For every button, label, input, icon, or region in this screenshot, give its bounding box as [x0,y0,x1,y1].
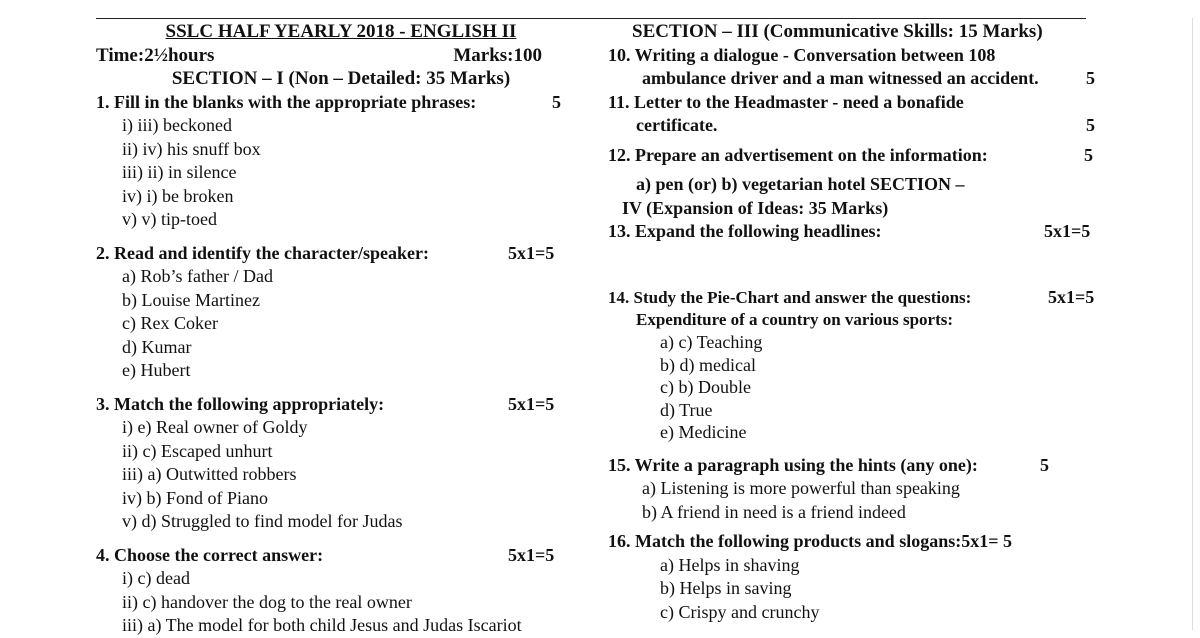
q3-marks: 5x1=5 [508,393,555,414]
q14-answer: e) Medicine [660,422,747,442]
q16-question: 16. Match the following products and slogans:5x1= 5 [608,531,1012,551]
top-rule [96,18,1086,19]
q12-marks: 5 [1084,144,1093,165]
q3-answer: v) d) Struggled to find model for Judas [122,511,403,531]
q4-question: 4. Choose the correct answer: 5x1=5 [96,544,586,568]
q2-question: 2. Read and identify the character/speaker: 5x1=5 [96,242,586,266]
q15-marks: 5 [1040,454,1049,475]
exam-title: SSLC HALF YEARLY 2018 - ENGLISH II [165,21,517,42]
section4-heading: IV (Expansion of Ideas: 35 Marks) [622,197,889,218]
q16-answer: c) Crispy and crunchy [660,601,820,622]
q1-answer: ii) iv) his snuff box [122,138,261,159]
section1-heading: SECTION – I (Non – Detailed: 35 Marks) [171,68,511,89]
q16-answer: b) Helps in saving [660,578,792,598]
q14-subtitle: Expenditure of a country on various sports: [636,310,954,329]
q15-hint: a) Listening is more powerful than speaking [642,478,960,498]
q15-hint: b) A friend in need is a friend indeed [642,501,906,522]
q11-question-line2: certificate. 5 [608,114,1098,138]
q3-answer: i) e) Real owner of Goldy [122,417,308,437]
q13-question: 13. Expand the following headlines: 5x1=5 [608,220,1098,244]
exam-marks: Marks:100 [453,44,542,66]
q10-question-line1: 10. Writing a dialogue - Conversation between 108 [608,44,996,65]
q13-marks: 5x1=5 [1044,221,1091,241]
q14-answer: c) b) Double [660,377,751,397]
q2-answer: d) Kumar [122,336,192,357]
q14-answer: b) d) medical [660,354,756,375]
q2-answer: c) Rex Coker [122,313,218,333]
q3-answer: ii) c) Escaped unhurt [122,440,273,461]
q14-answer: a) c) Teaching [660,332,763,352]
q4-answer: ii) c) handover the dog to the real owner [122,591,412,612]
q12-question: 12. Prepare an advertisement on the information: 5 [608,144,1098,168]
q1-answer: v) v) tip-toed [122,209,217,229]
q14-question: 14. Study the Pie-Chart and answer the questions: 5x1=5 [608,286,1098,310]
q3-answer: iii) a) Outwitted robbers [122,464,297,484]
q12-options: a) pen (or) b) vegetarian hotel SECTION – [636,174,965,194]
q1-answer: iii) ii) in silence [122,162,237,182]
q1-question: 1. Fill in the blanks with the appropriate phrases: 5 [96,91,586,115]
q4-marks: 5x1=5 [508,544,555,565]
q14-marks: 5x1=5 [1048,286,1095,307]
section3-heading: SECTION – III (Communicative Skills: 15 Marks) [632,21,1043,42]
right-column [608,20,1098,624]
q2-answer: e) Hubert [122,360,191,380]
q15-question: 15. Write a paragraph using the hints (any one): 5 [608,454,1098,478]
q11-question-line1: 11. Letter to the Headmaster - need a bonafide [608,91,964,112]
right-border [1192,18,1193,630]
q3-answer: iv) b) Fond of Piano [122,487,268,508]
q1-answer: iv) i) be broken [122,185,234,206]
q16-answer: a) Helps in shaving [660,554,800,575]
q4-answer: i) c) dead [122,568,190,588]
q1-marks: 5 [552,91,561,112]
q11-marks: 5 [1086,115,1095,135]
q14-answer: d) True [660,399,713,420]
left-column [96,20,586,638]
exam-time: Time:2½hours [96,44,215,66]
q10-question-line2: ambulance driver and a man witnessed an accident. 5 [608,67,1098,91]
q4-answer: iii) a) The model for both child Jesus and Judas Iscariot [122,615,522,635]
time-marks-row [96,44,586,68]
q10-marks: 5 [1086,68,1095,88]
q2-marks: 5x1=5 [508,242,555,263]
q2-answer: b) Louise Martinez [122,289,260,310]
q2-answer: a) Rob’s father / Dad [122,266,273,286]
q1-answer: i) iii) beckoned [122,115,232,135]
q3-question: 3. Match the following appropriately: 5x1=5 [96,393,586,417]
